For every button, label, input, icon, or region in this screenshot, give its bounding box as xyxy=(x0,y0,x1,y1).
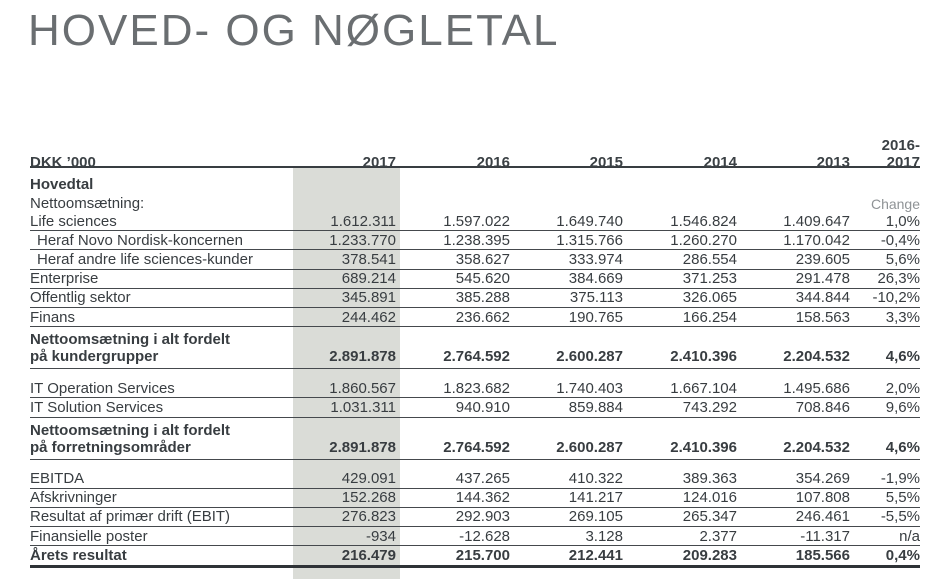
row-label: IT Solution Services xyxy=(30,398,164,416)
cell-value: 3.128 xyxy=(585,527,623,545)
table-row xyxy=(30,398,920,417)
section-heading: Hovedtal xyxy=(30,176,94,193)
cell-value: 940.910 xyxy=(455,398,510,416)
row-label: Nettoomsætning i alt fordelt på kundergrupper xyxy=(30,331,230,366)
row-label: Heraf andre life sciences-kunder xyxy=(37,250,253,268)
cell-value: 215.700 xyxy=(455,547,510,565)
cell-value: 2.204.532 xyxy=(783,348,850,366)
column-header-2014: 2014 xyxy=(703,154,737,171)
table-row xyxy=(30,270,920,289)
cell-value: 1.649.740 xyxy=(556,212,623,230)
row-label: Life sciences xyxy=(30,212,117,230)
row-label: Heraf Novo Nordisk-koncernen xyxy=(37,231,243,249)
cell-value: 743.292 xyxy=(682,398,737,416)
cell-value: 212.441 xyxy=(568,547,623,565)
table-row xyxy=(30,489,920,508)
table-row xyxy=(30,546,920,568)
column-header-2017: 2017 xyxy=(362,154,396,171)
cell-value: 1.170.042 xyxy=(783,231,850,249)
cell-value: 1.740.403 xyxy=(556,379,623,397)
key-figures-table xyxy=(30,137,920,568)
cell-value: 216.479 xyxy=(341,547,396,565)
row-label: Enterprise xyxy=(30,270,99,288)
column-header-2015: 2015 xyxy=(589,154,623,171)
row-label: Nettoomsætning: xyxy=(30,195,145,212)
cell-value: 246.461 xyxy=(795,508,850,526)
cell-value: 5,5% xyxy=(885,489,920,507)
unit-label: DKK ’000 xyxy=(30,154,96,171)
cell-value: 1.860.567 xyxy=(329,379,396,397)
cell-value: 107.808 xyxy=(795,489,850,507)
cell-value: 371.253 xyxy=(682,270,737,288)
table-row xyxy=(30,379,920,398)
table-row xyxy=(30,308,920,327)
cell-value: 236.662 xyxy=(455,308,510,326)
row-label: Resultat af primær drift (EBIT) xyxy=(30,508,231,526)
cell-value: n/a xyxy=(899,527,920,545)
section-heading-row xyxy=(30,168,920,195)
row-label: Afskrivninger xyxy=(30,489,117,507)
cell-value: 378.541 xyxy=(341,250,396,268)
row-label: IT Operation Services xyxy=(30,379,175,397)
cell-value: -12.628 xyxy=(459,527,510,545)
table-row xyxy=(30,527,920,546)
table-row xyxy=(30,470,920,489)
table-row xyxy=(30,212,920,231)
cell-value: 1.031.311 xyxy=(330,398,396,416)
cell-value: 26,3% xyxy=(877,270,920,288)
cell-value: -5,5% xyxy=(880,508,920,526)
cell-value: 0,4% xyxy=(885,547,920,565)
row-label: EBITDA xyxy=(30,470,85,488)
cell-value: 545.620 xyxy=(455,270,510,288)
page-title: HOVED- OG NØGLETAL xyxy=(28,6,560,55)
cell-value: 437.265 xyxy=(455,470,510,488)
change-note: Change xyxy=(870,196,920,212)
cell-value: 291.478 xyxy=(795,270,850,288)
row-label: Årets resultat xyxy=(30,547,127,565)
cell-value: 276.823 xyxy=(341,508,396,526)
cell-value: 5,6% xyxy=(885,250,920,268)
row-label: Nettoomsætning i alt fordelt på forretningsområder xyxy=(30,421,230,456)
table-row xyxy=(30,418,920,460)
cell-value: 1.238.395 xyxy=(443,231,510,249)
cell-value: 1.823.682 xyxy=(443,379,510,397)
cell-value: 265.347 xyxy=(682,508,737,526)
cell-value: 2.764.592 xyxy=(443,438,510,456)
cell-value: 2.764.592 xyxy=(443,348,510,366)
table-body xyxy=(30,168,920,568)
cell-value: 1.233.770 xyxy=(329,231,396,249)
cell-value: 859.884 xyxy=(568,398,623,416)
cell-value: -0,4% xyxy=(880,231,920,249)
cell-value: 2.891.878 xyxy=(329,348,396,366)
cell-value: 1.546.824 xyxy=(670,212,737,230)
cell-value: 2.377 xyxy=(699,527,737,545)
table-row xyxy=(30,289,920,308)
table-row xyxy=(30,250,920,269)
cell-value: -11.317 xyxy=(800,527,850,545)
cell-value: 2.410.396 xyxy=(670,438,737,456)
cell-value: 3,3% xyxy=(885,308,920,326)
row-label: Offentlig sektor xyxy=(30,289,131,307)
table-row xyxy=(30,508,920,527)
cell-value: 124.016 xyxy=(682,489,737,507)
subheading-row xyxy=(30,195,920,212)
cell-value: 152.268 xyxy=(341,489,396,507)
cell-value: 385.288 xyxy=(455,289,510,307)
cell-value: 1.612.311 xyxy=(330,212,396,230)
cell-value: 244.462 xyxy=(341,308,396,326)
cell-value: 384.669 xyxy=(568,270,623,288)
cell-value: 389.363 xyxy=(682,470,737,488)
column-header-change-period: 2016-2017 xyxy=(881,137,920,171)
cell-value: 1.315.766 xyxy=(556,231,623,249)
cell-value: 375.113 xyxy=(569,289,623,307)
cell-value: 344.844 xyxy=(795,289,850,307)
cell-value: 185.566 xyxy=(795,547,850,565)
cell-value: -10,2% xyxy=(872,289,920,307)
cell-value: 2.600.287 xyxy=(556,348,623,366)
cell-value: 2.410.396 xyxy=(670,348,737,366)
row-label: Finans xyxy=(30,308,76,326)
cell-value: 9,6% xyxy=(885,398,920,416)
cell-value: -934 xyxy=(365,527,396,545)
cell-value: 2.891.878 xyxy=(329,438,396,456)
cell-value: 326.065 xyxy=(682,289,737,307)
cell-value: 410.322 xyxy=(568,470,623,488)
cell-value: 1.495.686 xyxy=(783,379,850,397)
column-header-2013: 2013 xyxy=(816,154,850,171)
table-row xyxy=(30,231,920,250)
cell-value: 286.554 xyxy=(682,250,737,268)
cell-value: 144.362 xyxy=(455,489,510,507)
cell-value: 354.269 xyxy=(795,470,850,488)
cell-value: 269.105 xyxy=(568,508,623,526)
column-header-2016: 2016 xyxy=(476,154,510,171)
cell-value: 4,6% xyxy=(885,348,920,366)
cell-value: 1.260.270 xyxy=(670,231,737,249)
cell-value: 689.214 xyxy=(341,270,396,288)
cell-value: 345.891 xyxy=(341,289,396,307)
cell-value: 1,0% xyxy=(885,212,920,230)
cell-value: 1.667.104 xyxy=(670,379,737,397)
table-header-row xyxy=(30,137,920,171)
cell-value: 429.091 xyxy=(341,470,396,488)
row-label: Finansielle poster xyxy=(30,527,148,545)
cell-value: 190.765 xyxy=(568,308,623,326)
table-row xyxy=(30,327,920,369)
cell-value: 166.254 xyxy=(682,308,737,326)
cell-value: -1,9% xyxy=(880,470,920,488)
cell-value: 2.600.287 xyxy=(556,438,623,456)
cell-value: 2.204.532 xyxy=(783,438,850,456)
cell-value: 333.974 xyxy=(568,250,623,268)
cell-value: 708.846 xyxy=(795,398,850,416)
cell-value: 209.283 xyxy=(682,547,737,565)
cell-value: 2,0% xyxy=(885,379,920,397)
cell-value: 1.409.647 xyxy=(783,212,850,230)
cell-value: 158.563 xyxy=(795,308,850,326)
cell-value: 239.605 xyxy=(795,250,850,268)
cell-value: 292.903 xyxy=(455,508,510,526)
cell-value: 1.597.022 xyxy=(443,212,510,230)
cell-value: 141.217 xyxy=(568,489,623,507)
cell-value: 4,6% xyxy=(885,438,920,456)
cell-value: 358.627 xyxy=(455,250,510,268)
